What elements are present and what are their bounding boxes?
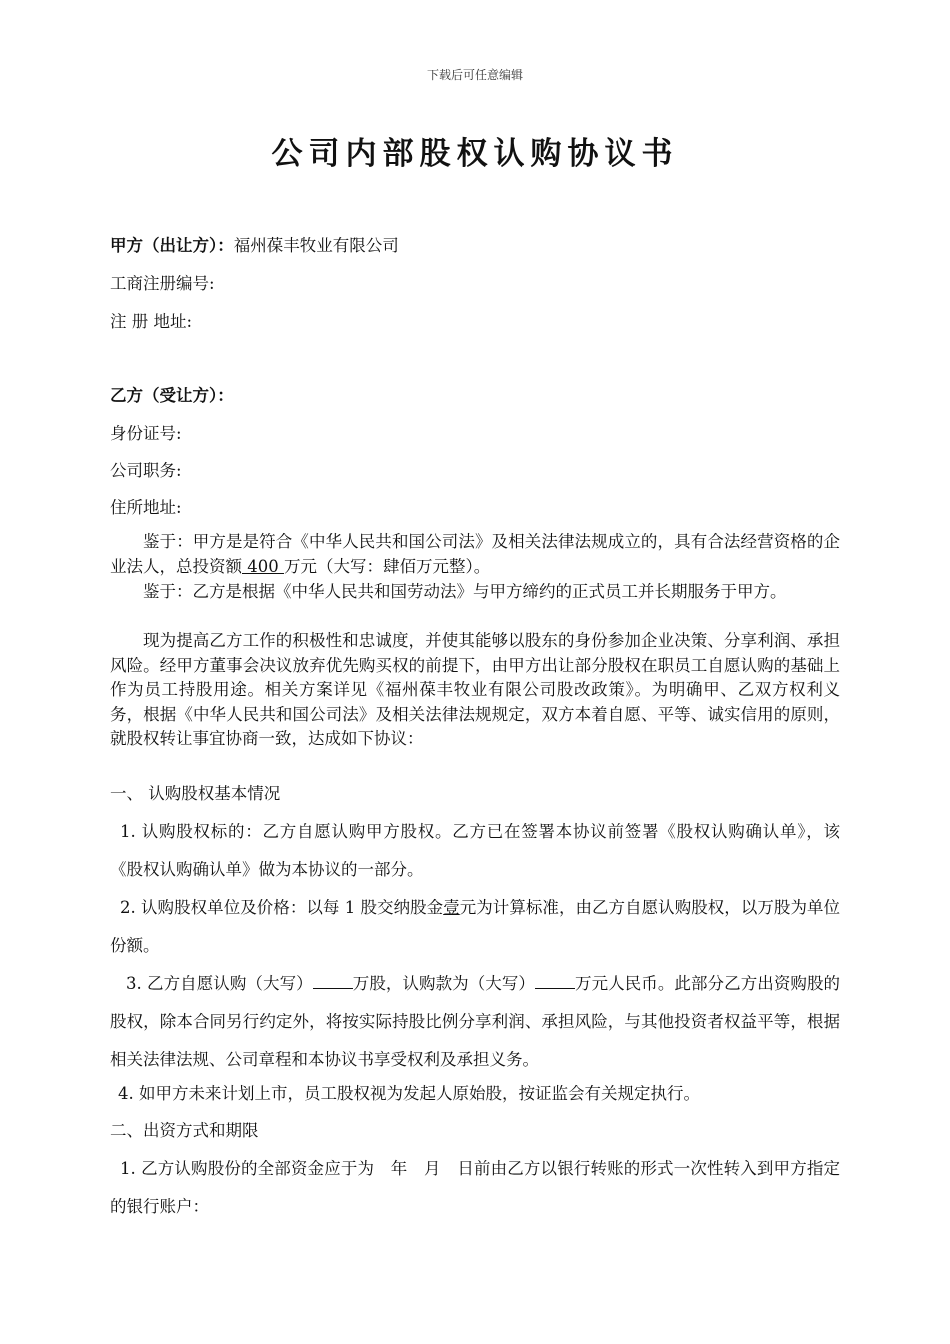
section-1-heading: 一、 认购股权基本情况 — [110, 784, 281, 803]
party-b-id: 身份证号: — [110, 424, 182, 443]
section-1-item-1: 1. 认购股权标的：乙方自愿认购甲方股权。乙方已在签署本协议前签署《股权认购确认单》，该《股权认购确认单》做为本协议的一部分。 — [110, 822, 840, 879]
party-b-label: 乙方（受让方）： — [110, 386, 234, 405]
party-a-line — [110, 232, 840, 256]
section-2-heading: 二、出资方式和期限 — [110, 1121, 259, 1140]
party-a-address: 注 册 地址: — [110, 312, 193, 331]
investment-amount: 400 — [242, 556, 284, 576]
whereas-1-tail: 万元（大写：肆佰万元整）。 — [283, 556, 491, 576]
section-2-item-1: 1. 乙方认购股份的全部资金应于为 年 月 日前由乙方以银行转账的形式一次性转入到甲方指定的银行账户： — [110, 1159, 840, 1216]
party-a-name: 福州葆丰牧业有限公司 — [233, 236, 399, 255]
party-b-position: 公司职务: — [110, 461, 182, 480]
item-3-text-a: 3. 乙方自愿认购（大写） — [126, 974, 313, 993]
purpose-paragraph: 现为提高乙方工作的积极性和忠诚度，并使其能够以股东的身份参加企业决策、分享利润、承担风险。经甲方董事会决议放弃优先购买权的前提下，由甲方出让部分股权在职员工自愿认购的基础上作为员工持股用途。相关方案详见《福州葆丰牧业有限公司股改政策》。为明确甲、乙双方权利义务，根据《中华人民共和国公司法》及相关法律法规规定，双方本着自愿、平等、诚实信用的原则，就股权转让事宜协商一致，达成如下协议： — [110, 631, 840, 748]
document-title: 公司内部股权认购协议书 — [271, 136, 679, 172]
item-2-price: 壹 — [443, 898, 460, 917]
item-3-text-c: 万元人民币。此部分乙方出资购股的股权，除本合同另行约定外，将按实际持股比例分享利润、承担风险，与其他投资者权益平等，根据相关法律法规、公司章程和本协议书享受权利及承担义务。 — [110, 974, 841, 1069]
section-1-item-3 — [110, 965, 840, 1079]
amount-blank[interactable] — [535, 974, 575, 989]
party-b-address: 住所地址: — [110, 498, 182, 517]
section-1-item-4: 4. 如甲方未来计划上市，员工股权视为发起人原始股，按证监会有关规定执行。 — [118, 1084, 700, 1103]
party-a-reg-no: 工商注册编号: — [110, 274, 215, 293]
item-2-text: 2. 认购股权单位及价格：以每 1 股交纳股金 — [120, 898, 444, 917]
item-3-text-b: 万股，认购款为（大写） — [352, 974, 535, 993]
whereas-clause-1 — [110, 530, 840, 579]
whereas-1-text: 鉴于：甲方是是符合《中华人民共和国公司法》及相关法律法规成立的，具有合法经营资格的企业法人，总投资额 — [110, 532, 840, 576]
item-2-tail: 元为计算标准，由乙方自愿认购股权，以万股为单位份额。 — [110, 898, 841, 955]
shares-blank[interactable] — [313, 974, 353, 989]
party-a-label: 甲方（出让方）： — [110, 236, 234, 255]
header-note: 下载后可任意编辑 — [426, 68, 523, 82]
whereas-clause-2: 鉴于：乙方是根据《中华人民共和国劳动法》与甲方缔约的正式员工并长期服务于甲方。 — [143, 582, 787, 601]
section-1-item-2 — [110, 889, 840, 965]
